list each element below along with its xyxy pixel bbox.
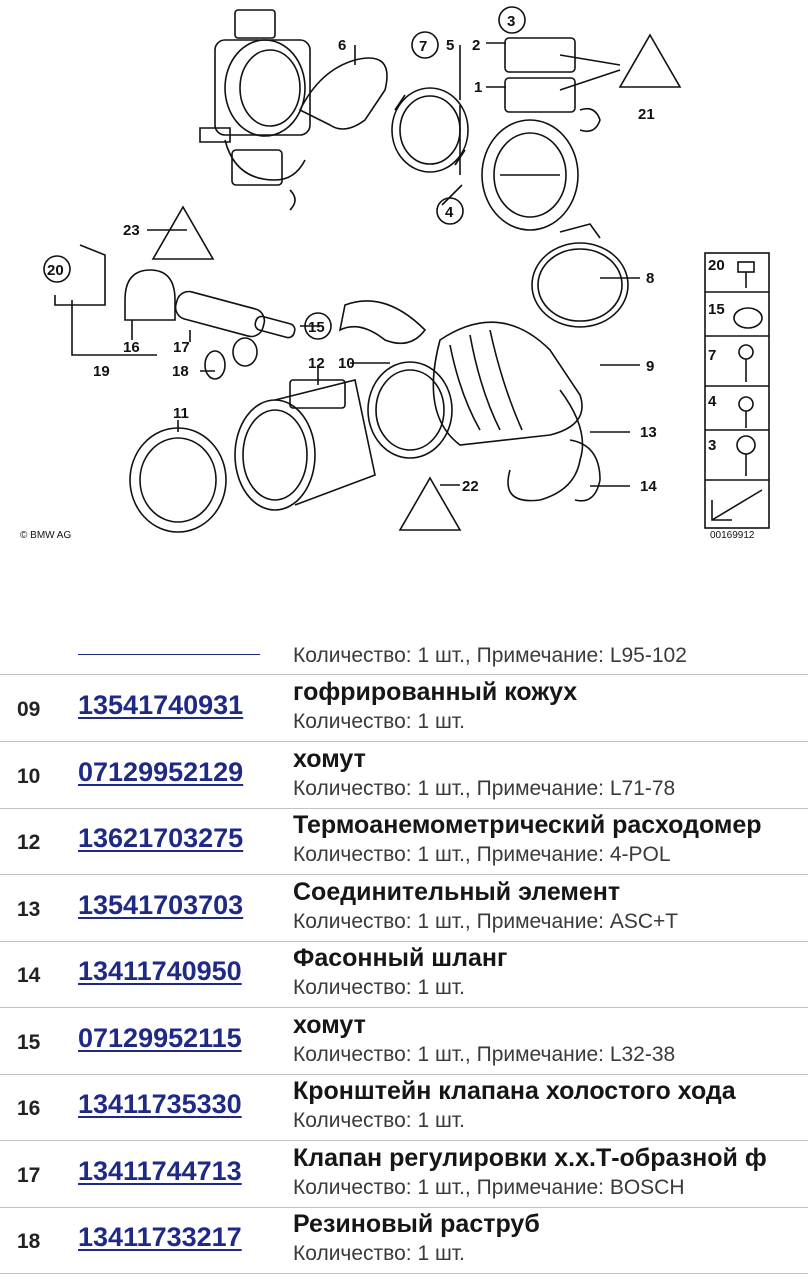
svg-text:9: 9 [646, 358, 655, 375]
row-detail: Количество: 1 шт., Примечание: L95-102 [293, 644, 687, 667]
hose-clamp-drawing [532, 224, 628, 327]
svg-text:12: 12 [308, 355, 325, 372]
code-underline [78, 654, 260, 655]
row-position: 15 [17, 1030, 41, 1054]
part-name: Клапан регулировки х.х.Т-образной ф [293, 1143, 767, 1172]
table-row-partial [0, 626, 808, 675]
warning-triangle-icon [620, 35, 680, 87]
svg-text:20: 20 [47, 262, 64, 279]
svg-text:4: 4 [708, 393, 717, 410]
parts-diagram [0, 0, 772, 544]
exploded-view-drawing [0, 0, 772, 544]
clamp-icon [734, 308, 762, 328]
row-position: 12 [17, 831, 41, 854]
svg-text:20: 20 [708, 257, 725, 274]
row-detail: Количество: 1 шт., Примечание: L71-78 [293, 776, 676, 800]
svg-text:6: 6 [338, 37, 347, 54]
svg-text:11: 11 [173, 405, 189, 422]
svg-text:3: 3 [507, 13, 516, 30]
row-detail: Количество: 1 шт. [293, 976, 465, 999]
copyright-watermark: © BMW AG [20, 530, 72, 541]
svg-text:15: 15 [708, 301, 725, 318]
svg-text:7: 7 [419, 38, 428, 55]
svg-text:23: 23 [123, 222, 140, 239]
part-name: Соединительный элемент [293, 877, 621, 906]
table-row [0, 743, 808, 809]
svg-text:16: 16 [123, 339, 140, 356]
part-number-link[interactable]: 13411744713 [78, 1155, 242, 1186]
part-number-link[interactable]: 13411733217 [78, 1222, 242, 1252]
row-position: 13 [17, 897, 41, 921]
svg-text:4: 4 [445, 204, 454, 221]
row-position: 14 [17, 964, 41, 987]
part-number-link[interactable]: 13411740950 [78, 956, 242, 986]
row-position: 10 [17, 764, 41, 788]
row-position: 09 [17, 698, 41, 721]
svg-text:22: 22 [462, 478, 479, 495]
hose-14-drawing [570, 440, 600, 501]
part-number-link[interactable]: 07129952115 [78, 1022, 242, 1053]
row-detail: Количество: 1 шт. [293, 1109, 465, 1132]
row-position: 16 [17, 1097, 41, 1120]
row-position: 18 [17, 1230, 41, 1253]
diagram-id: 00169912 [710, 530, 755, 541]
table-row [0, 1009, 808, 1075]
part-number-link[interactable]: 13621703275 [78, 823, 244, 853]
table-row [0, 942, 808, 1008]
svg-text:18: 18 [172, 363, 189, 380]
svg-text:13: 13 [640, 424, 657, 441]
valve-assembly-drawing [482, 38, 600, 230]
part-number-link[interactable]: 13541703703 [78, 889, 244, 920]
part-number-link[interactable]: 13411735330 [78, 1089, 242, 1119]
svg-text:1: 1 [474, 79, 483, 96]
svg-text:17: 17 [173, 339, 190, 356]
screw-icon [739, 397, 753, 428]
bolt-icon [738, 262, 754, 288]
arrow-icon [712, 490, 762, 520]
part-name: Резиновый раструб [293, 1210, 540, 1238]
svg-text:5: 5 [446, 37, 455, 54]
svg-text:15: 15 [308, 319, 325, 336]
row-detail: Количество: 1 шт., Примечание: BOSCH [293, 1175, 685, 1199]
part-number-link[interactable]: 13541740931 [78, 690, 244, 720]
row-position: 17 [17, 1163, 41, 1187]
idle-valve-drawing [125, 270, 296, 379]
table-row [0, 876, 808, 942]
svg-text:19: 19 [93, 363, 110, 380]
bracket-drawing [300, 58, 387, 129]
part-name: хомут [293, 1010, 366, 1039]
part-name: Термоанемометрический расходомер [293, 811, 762, 839]
rubber-ring-drawing [392, 88, 468, 172]
part-name: хомут [293, 744, 366, 773]
screw-icon [739, 345, 753, 382]
svg-text:2: 2 [472, 37, 481, 54]
svg-text:7: 7 [708, 347, 717, 364]
part-name: Фасонный шланг [293, 944, 508, 972]
part-name: Кронштейн клапана холостого хода [293, 1077, 736, 1105]
svg-text:3: 3 [708, 437, 717, 454]
table-row [0, 1208, 808, 1274]
ring-10-drawing [368, 362, 452, 458]
ring-11-drawing [130, 428, 226, 532]
row-detail: Количество: 1 шт., Примечание: ASC+T [293, 909, 679, 933]
svg-text:21: 21 [638, 106, 655, 123]
part-number-link[interactable]: 07129952129 [78, 756, 244, 787]
part-name: гофрированный кожух [293, 678, 578, 706]
throttle-body-drawing [200, 10, 310, 210]
svg-text:8: 8 [646, 270, 655, 287]
table-row [0, 676, 808, 742]
screw-icon [737, 436, 755, 476]
table-row [0, 1142, 808, 1208]
row-detail: Количество: 1 шт., Примечание: L32-38 [293, 1042, 676, 1066]
warning-triangle-icon [153, 207, 213, 259]
row-detail: Количество: 1 шт. [293, 710, 465, 733]
row-detail: Количество: 1 шт. [293, 1242, 465, 1265]
svg-text:14: 14 [640, 478, 657, 495]
table-row [0, 1075, 808, 1141]
svg-text:10: 10 [338, 355, 355, 372]
table-row [0, 809, 808, 875]
hardware-legend-box [705, 253, 769, 528]
air-flow-meter-drawing [235, 380, 375, 510]
row-detail: Количество: 1 шт., Примечание: 4-POL [293, 843, 671, 866]
